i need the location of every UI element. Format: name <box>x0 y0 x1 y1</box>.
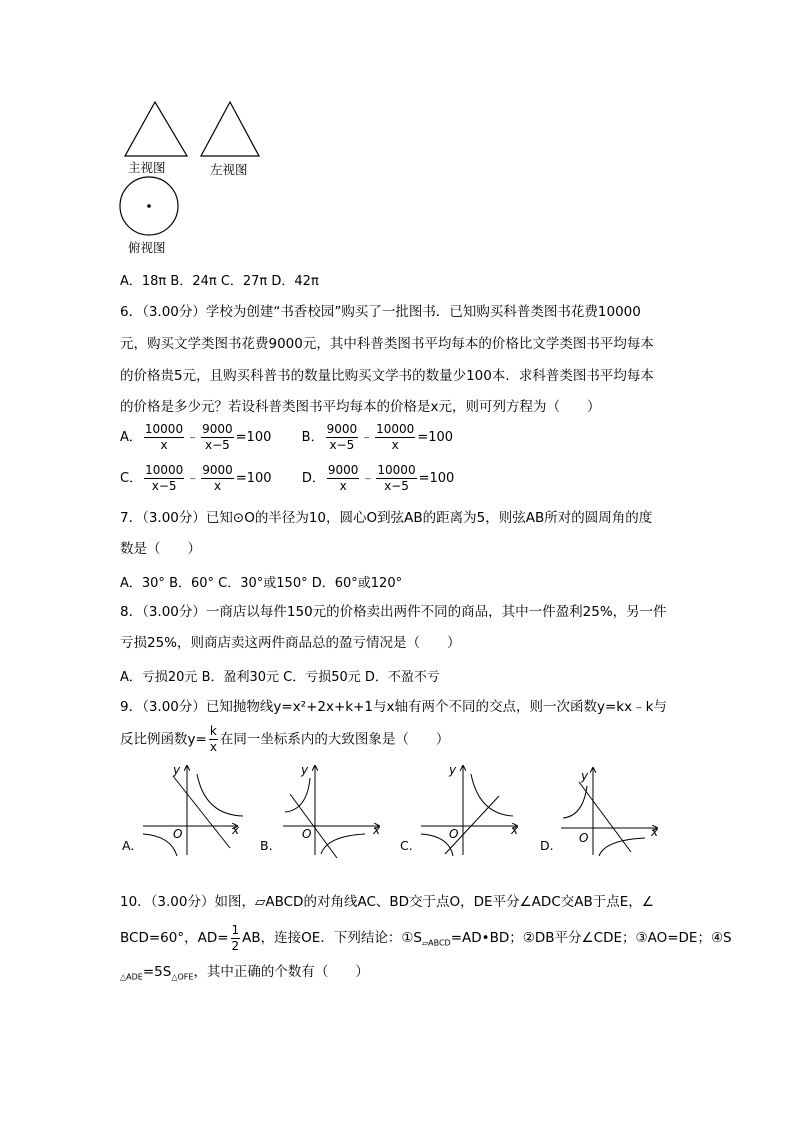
q6-option-c-label: C． <box>120 471 143 486</box>
equals-tail: =100 <box>235 471 272 486</box>
q7-line-1: 7．（3.00分）已知⊙O的半径为10，圆心O到弦AB的距离为5，则弦AB所对的圆周角的度 <box>120 510 653 526</box>
top-view-center-dot <box>147 204 151 208</box>
equals-tail: =100 <box>417 430 454 445</box>
q6-option-d-label: D． <box>301 471 325 486</box>
q10-line-2-mid: AB，连接OE．下列结论：①S <box>242 930 422 946</box>
denominator: x <box>160 438 168 452</box>
subscript: ▱ABCD <box>422 938 451 948</box>
fraction <box>231 923 241 954</box>
minus-sign: ﹣ <box>186 471 200 486</box>
q6-option-b <box>301 422 454 452</box>
graph-b-label: B. <box>260 838 273 853</box>
origin-label: O <box>302 827 312 841</box>
graph-a <box>143 763 243 856</box>
left-view-label: 左视图 <box>210 162 248 177</box>
q8-options: A．亏损20元 B．盈利30元 C．亏损50元 D．不盈不亏 <box>120 670 440 685</box>
subscript: △OFE <box>171 972 194 982</box>
axis-x-label: x <box>511 823 519 837</box>
minus-sign: ﹣ <box>186 430 200 445</box>
equals-tail: =100 <box>418 471 455 486</box>
fraction <box>201 463 234 494</box>
q10-line-2 <box>120 922 732 960</box>
numerator: 1 <box>231 922 240 937</box>
graph-d <box>561 768 659 856</box>
fraction <box>144 422 184 453</box>
numerator: 9000 <box>202 422 233 436</box>
numerator: 10000 <box>145 463 184 477</box>
fraction <box>376 463 416 494</box>
denominator: 2 <box>231 938 240 953</box>
q10-line-1: 10．（3.00分）如图，▱ABCD的对角线AC、BD交于点O，DE平分∠ADC交AB于点E，∠ <box>120 894 654 910</box>
graph-b <box>283 763 381 858</box>
numerator: 9000 <box>326 422 358 436</box>
top-view-label: 俯视图 <box>128 240 166 255</box>
left-view-triangle <box>201 102 259 156</box>
q9-line-2 <box>120 724 449 755</box>
denominator: x <box>391 438 399 452</box>
axis-x-label: x <box>232 823 240 837</box>
numerator: 10000 <box>144 422 184 436</box>
q7-options: A．30° B．60° C．30°或150° D．60°或120° <box>120 576 403 591</box>
q6-option-a-label: A． <box>120 430 142 445</box>
graph-a-label: A. <box>122 838 135 853</box>
q6-option-c <box>120 463 276 493</box>
equals-tail: =100 <box>235 430 272 445</box>
minus-sign: ﹣ <box>361 471 375 486</box>
graph-d-label: D. <box>540 838 554 853</box>
q10-line-2-suffix: =AD•BD；②DB平分∠CDE；③AO=DE；④S <box>450 930 732 946</box>
fraction <box>326 422 359 453</box>
numerator: 9000 <box>202 463 233 477</box>
origin-label: O <box>579 831 589 845</box>
denominator: x−5 <box>384 479 409 493</box>
origin-label: O <box>173 827 183 841</box>
subscript: △ADE <box>120 972 143 982</box>
front-view-triangle <box>125 102 187 156</box>
q9-graphs <box>115 760 675 860</box>
axis-x-label: x <box>373 823 381 837</box>
denominator: x <box>339 479 347 493</box>
q8-line-1: 8．（3.00分）一商店以每件150元的价格卖出两件不同的商品，其中一件盈利25%，另一件 <box>120 604 667 620</box>
q6-line-4: 的价格是多少元？若设科普类图书平均每本的价格是x元，则可列方程为（ ） <box>120 399 601 415</box>
numerator: 10000 <box>376 422 415 436</box>
minus-sign: ﹣ <box>360 430 374 445</box>
q6-line-1: 6．（3.00分）学校为创建“书香校园”购买了一批图书．已知购买科普类图书花费10000 <box>120 304 641 320</box>
q6-option-a <box>120 422 276 452</box>
denominator: x−5 <box>151 479 177 493</box>
axis-x-label: x <box>651 825 659 839</box>
fraction <box>144 463 184 494</box>
fraction <box>209 724 218 755</box>
numerator: 9000 <box>327 463 359 477</box>
graph-c-label: C. <box>400 838 413 853</box>
q6-options-row-2 <box>120 463 454 494</box>
q9-line-1: 9．（3.00分）已知抛物线y=x²+2x+k+1与x轴有两个不同的交点，则一次函数y=kx﹣k与 <box>120 699 667 715</box>
q8-line-2: 亏损25%，则商店卖这两件商品总的盈亏情况是（ ） <box>120 635 461 651</box>
numerator: 10000 <box>377 463 416 477</box>
graph-c <box>421 763 519 856</box>
fraction <box>375 422 415 453</box>
denominator: x−5 <box>204 438 230 452</box>
q10-line-3 <box>120 962 369 988</box>
q9-line-2-suffix: 在同一坐标系内的大致图象是（ ） <box>219 731 450 748</box>
denominator: x <box>214 479 222 493</box>
fraction <box>201 422 234 453</box>
q10-line-2-prefix: BCD=60°，AD= <box>120 930 229 946</box>
fraction <box>327 463 360 494</box>
axis-y-label: y <box>173 763 181 777</box>
denominator: x <box>209 740 217 754</box>
q9-line-2-prefix: 反比例函数y= <box>120 731 207 748</box>
three-view-figure <box>115 98 275 258</box>
origin-label: O <box>449 827 459 841</box>
axis-y-label: y <box>581 769 589 783</box>
q6-line-2: 元，购买文学类图书花费9000元，其中科普类图书平均每本的价格比文学类图书平均每本 <box>120 336 654 352</box>
numerator: k <box>209 724 217 738</box>
axis-y-label: y <box>301 763 309 777</box>
q5-options: A．18π B．24π C．27π D．42π <box>120 274 319 289</box>
front-view-label: 主视图 <box>128 160 166 175</box>
q6-line-3: 的价格贵5元，且购买科普书的数量比购买文学书的数量少100本．求科普类图书平均每本 <box>120 368 654 384</box>
q6-option-b-label: B． <box>301 430 324 445</box>
axis-y-label: y <box>449 763 457 777</box>
q10-line-3-suffix: ，其中正确的个数有（ ） <box>193 964 369 980</box>
denominator: x−5 <box>329 438 355 452</box>
q6-option-d <box>301 463 455 493</box>
q10-line-3-mid: =5S <box>142 964 172 980</box>
q7-line-2: 数是（ ） <box>120 541 201 557</box>
q6-options-row-1 <box>120 422 453 453</box>
